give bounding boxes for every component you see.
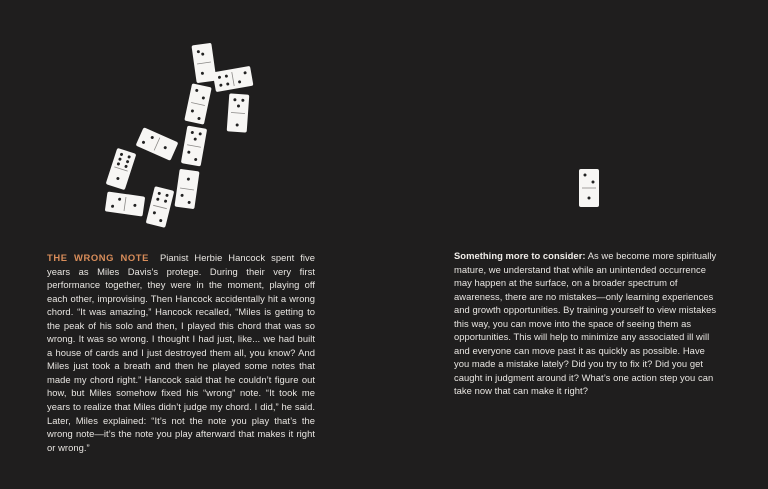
single-domino: [579, 169, 599, 207]
anecdote-paragraph: [47, 251, 315, 454]
domino-note-top: [136, 127, 179, 161]
anecdote-body: Pianist Herbie Hancock spent five years as Miles Davis’s protege. During their very first performance together, they were in the moment, playing off each other, improvising. Then Hancock accidentally hit a wrong chord. “It was amazing,” Hancock recalled, “Miles is getting to the peak of his solo and then, I played this chord that was so wrong. It was so wrong. I thought I had just, like... we had built a house of cards and I just destroyed them all, you know? And Miles just took a breath and then he played some notes that made my chord right.” Hancock said that he couldn’t figure out how, but Miles somehow fixed his “wrong” note. “It took me years to realize that Miles didn’t judge my chord. I did,” he said. Later, Miles explained: “It’s not the note you play that’s the wrong note—it’s the note you play afterward that makes it right or wrong.”: [47, 252, 316, 453]
domino-flag-lower: [227, 93, 250, 132]
domino-stem-top: [191, 43, 216, 83]
domino-note-stem-base: [174, 169, 199, 209]
right-page: [384, 0, 768, 489]
domino-stem-lower: [181, 126, 207, 167]
domino-note-left: [106, 148, 137, 190]
reflection-paragraph: [454, 249, 720, 398]
domino-note-bottom: [105, 191, 145, 216]
domino-note-right: [146, 186, 175, 228]
reflection-body: As we become more spiritually mature, we understand that while an unintended occurrence may happen at the surface, on a broader spectrum of awareness, there are no mistakes—only learning experiences and growth opportunities. By training yourself to view mistakes this way, you can move into the space of seeing them as opportunities. This will help to minimize any associated ill will and everyone can move past it as quickly as possible. Have you made a mistake lately? Did you try to fix it? Did you get caught in judgment around it? What’s one action step you can take now that can make it right?: [454, 250, 717, 397]
section-title: THE WRONG NOTE: [47, 252, 149, 263]
domino-stem-mid: [184, 83, 211, 124]
domino-flag-top: [213, 66, 254, 92]
single-domino-illustration: [384, 0, 768, 240]
domino-music-note-illustration: [0, 0, 384, 240]
lead-in: Something more to consider:: [454, 250, 586, 261]
